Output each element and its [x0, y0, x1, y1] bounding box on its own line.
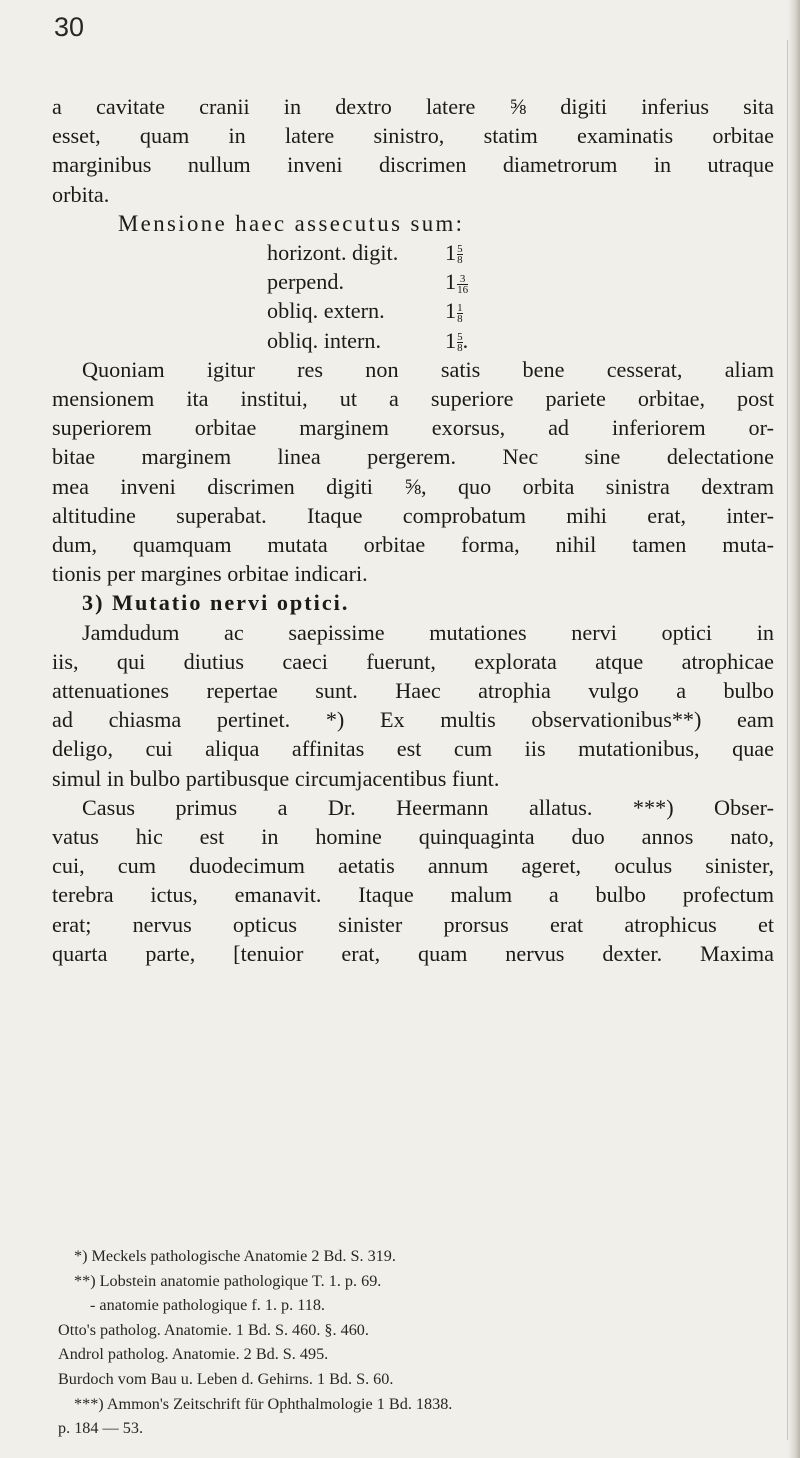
footnote-line: - anatomie pathologique f. 1. p. 118. [90, 1296, 325, 1315]
measurement-row [52, 326, 774, 355]
paragraph-2 [52, 355, 774, 589]
section-heading: 3) Mutatio nervi optici. [82, 590, 350, 616]
text-line: dum, quamquam mutata orbitae forma, nihil tamen muta- [52, 532, 774, 558]
text-line: Jamdudum ac saepissime mutationes nervi optici in [82, 619, 774, 645]
measurement-label: horizont. digit. [267, 240, 399, 266]
text-line: a cavitate cranii in dextro latere ⅝ digiti inferius sita [52, 94, 774, 119]
measurement-label: obliq. extern. [267, 298, 385, 324]
measurement-row [52, 267, 774, 296]
page-edge-shadow [788, 0, 800, 1458]
footnote-line: p. 184 — 53. [58, 1419, 143, 1438]
measurement-label: obliq. intern. [267, 327, 382, 353]
paragraph-4 [52, 793, 774, 968]
text-line: altitudine superabat. Itaque comprobatum mihi erat, inter- [52, 502, 774, 528]
measurement-list [52, 238, 774, 355]
text-line: deligo, cui aliqua affinitas est cum iis mutationibus, quae [52, 736, 774, 762]
footnote-line: *) Meckels pathologische Anatomie 2 Bd. S. 319. [74, 1247, 396, 1265]
text-line: erat; nervus opticus sinister prorsus erat atrophicus et [52, 911, 774, 937]
measurement-row [52, 296, 774, 325]
footnotes [58, 1244, 774, 1441]
text-line: orbita. [52, 181, 110, 207]
mensione-line: Mensione haec assecutus sum: [118, 210, 465, 236]
text-line: tionis per margines orbitae indicari. [52, 561, 368, 587]
text-line: iis, qui diutius caeci fuerunt, explorata atque atrophicae [52, 648, 774, 674]
paragraph-3 [52, 618, 774, 793]
text-line: cui, cum duodecimum aetatis annum ageret, oculus sinister, [52, 853, 774, 879]
footnote-line: Androl patholog. Anatomie. 2 Bd. S. 495. [58, 1345, 329, 1364]
text-line: simul in bulbo partibusque circumjacentibus fiunt. [52, 765, 500, 791]
measurement-value: 1 $\frac{5}{8}$ . [445, 327, 469, 355]
measurement-value: 1 $\frac{3}{16}$ [445, 269, 469, 296]
footnote-line: Burdoch vom Bau u. Leben d. Gehirns. 1 Bd. S. 60. [58, 1369, 394, 1388]
text-line: quarta parte, [tenuior erat, quam nervus dexter. Maxima [52, 940, 774, 966]
footnote-line: Otto's patholog. Anatomie. 1 Bd. S. 460. §. 460. [58, 1320, 369, 1339]
page-number: 30 [54, 12, 85, 42]
measurement-label: perpend. [267, 269, 345, 295]
measurement-value: 1 $\frac{5}{8}$ [445, 240, 463, 267]
text-line: marginibus nullum inveni discrimen diametrorum in utraque [52, 152, 774, 178]
text-line: mensionem ita institui, ut a superiore pariete orbitae, post [52, 386, 774, 412]
footnote-line: ***) Ammon's Zeitschrift für Ophthalmologie 1 Bd. 1838. [74, 1394, 453, 1413]
main-text [52, 92, 774, 968]
text-line: Casus primus a Dr. Heermann allatus. ***) Obser- [82, 794, 774, 820]
text-line: superiorem orbitae marginem exorsus, ad inferiorem or- [52, 415, 774, 441]
paragraph-1 [52, 92, 774, 209]
text-line: vatus hic est in homine quinquaginta duo annos nato, [52, 824, 774, 850]
measurement-value: 1 $\frac{1}{8}$ [445, 298, 463, 325]
text-line: attenuationes repertae sunt. Haec atrophia vulgo a bulbo [52, 678, 774, 704]
text-line: terebra ictus, emanavit. Itaque malum a bulbo profectum [52, 882, 774, 908]
footnote-line: **) Lobstein anatomie pathologique T. 1. p. 69. [74, 1271, 382, 1290]
text-line: ad chiasma pertinet. *) Ex multis observationibus**) eam [52, 707, 774, 733]
text-line: esset, quam in latere sinistro, statim examinatis orbitae [52, 123, 774, 149]
page-fold-line [787, 40, 788, 1440]
text-line: mea inveni discrimen digiti ⅝, quo orbita sinistra dextram [52, 473, 774, 499]
text-line: bitae marginem linea pergerem. Nec sine delectatione [52, 444, 774, 470]
measurement-row [52, 238, 774, 267]
text-line: Quoniam igitur res non satis bene cesserat, aliam [82, 356, 774, 382]
